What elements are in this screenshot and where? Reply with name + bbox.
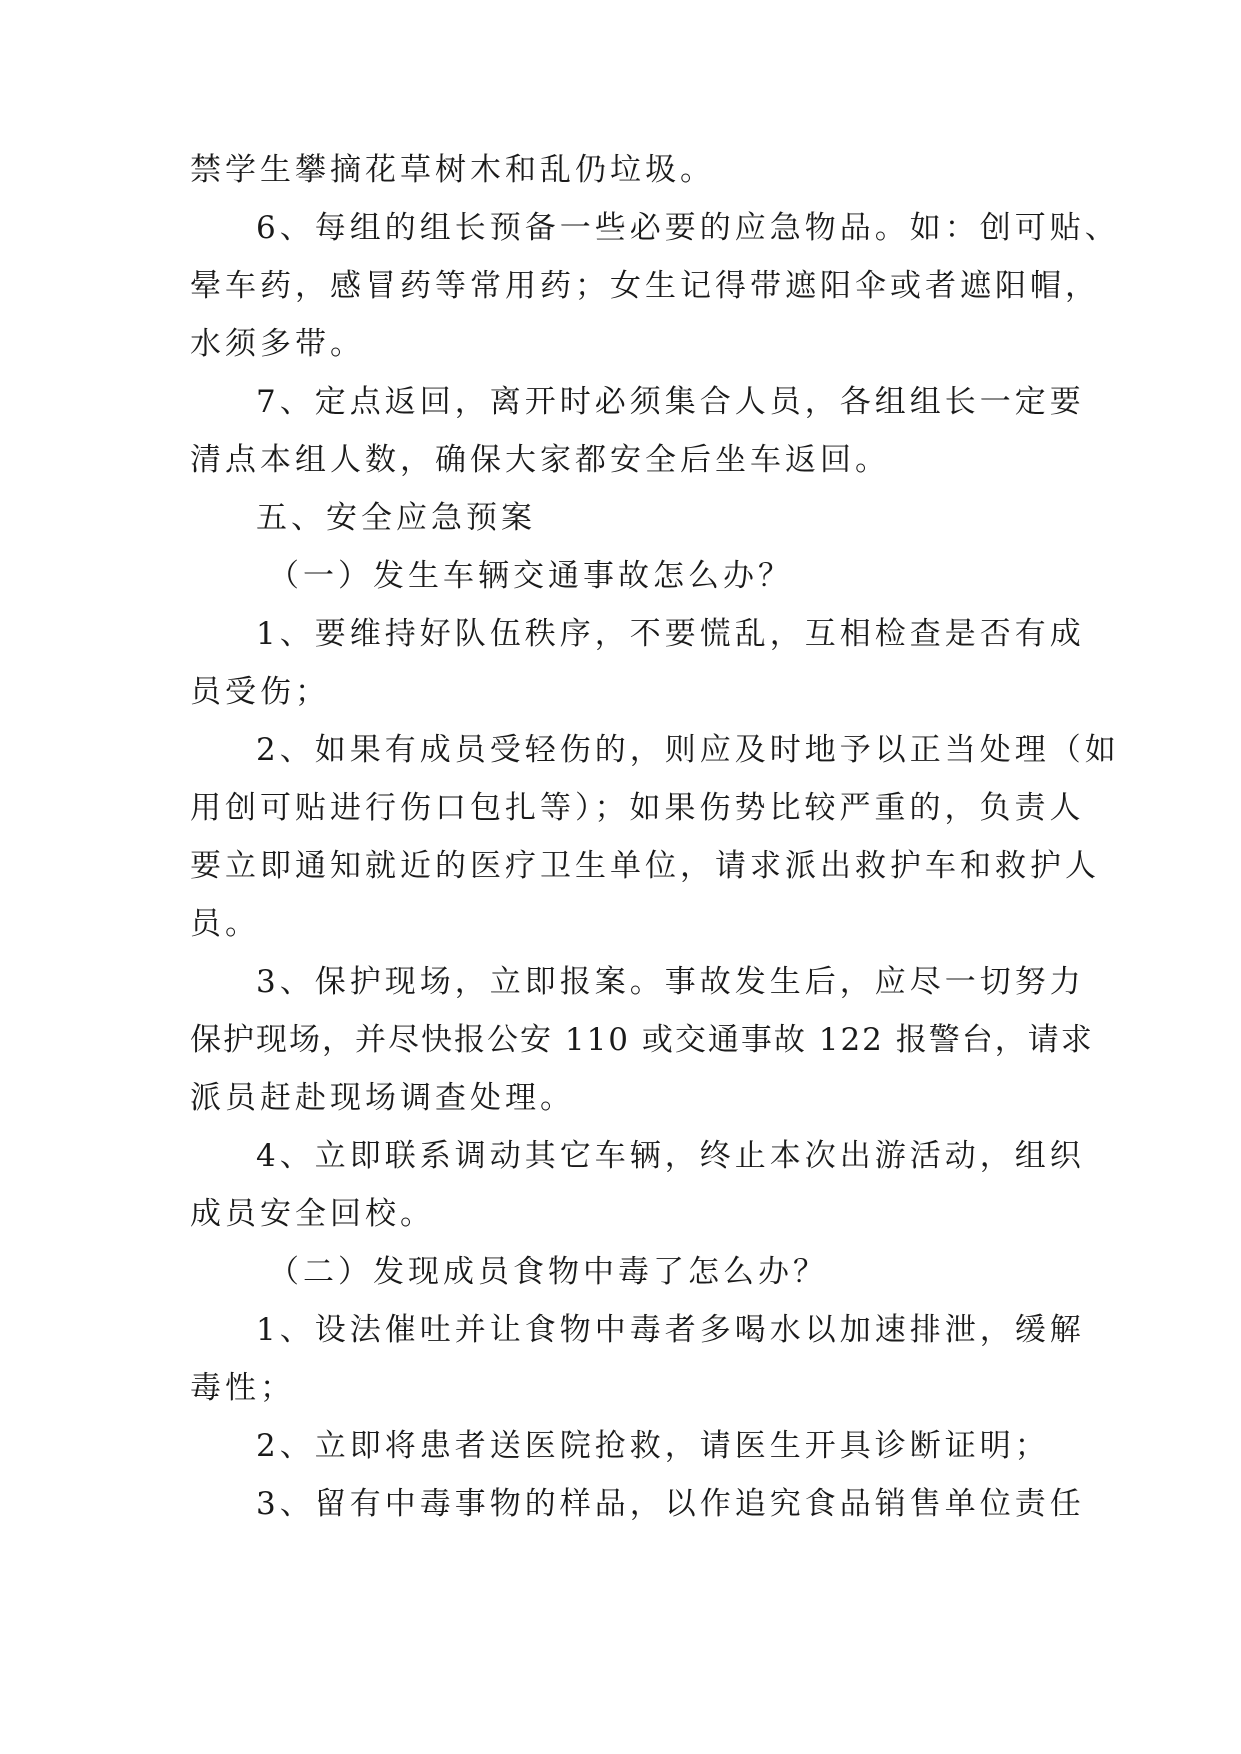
text-line: 保护现场，并尽快报公安 110 或交通事故 122 报警台，请求 <box>190 1022 1094 1058</box>
text-line: 水须多带。 <box>190 326 365 362</box>
text-line: 3、留有中毒事物的样品，以作追究食品销售单位责任 <box>256 1486 1085 1522</box>
text-line: 派员赶赴现场调查处理。 <box>190 1080 575 1116</box>
text-line: 3、保护现场，立即报案。事故发生后，应尽一切努力 <box>256 964 1085 1000</box>
text-line: 成员安全回校。 <box>190 1196 435 1232</box>
text-line: 2、如果有成员受轻伤的，则应及时地予以正当处理（如 <box>256 732 1120 768</box>
subsection-heading: （一）发生车辆交通事故怎么办？ <box>268 558 793 594</box>
text-line: 晕车药，感冒药等常用药；女生记得带遮阳伞或者遮阳帽， <box>190 268 1100 304</box>
text-line: 要立即通知就近的医疗卫生单位，请求派出救护车和救护人 <box>190 848 1100 884</box>
text-line: 清点本组人数，确保大家都安全后坐车返回。 <box>190 442 890 478</box>
text-line: 7、定点返回，离开时必须集合人员，各组组长一定要 <box>256 384 1085 420</box>
section-heading: 五、安全应急预案 <box>256 500 536 536</box>
text-line: 禁学生攀摘花草树木和乱仍垃圾。 <box>190 152 715 188</box>
subsection-heading: （二）发现成员食物中毒了怎么办？ <box>268 1254 828 1290</box>
text-line: 员受伤； <box>190 674 330 710</box>
text-line: 员。 <box>190 906 260 942</box>
text-line: 1、设法催吐并让食物中毒者多喝水以加速排泄，缓解 <box>256 1312 1085 1348</box>
text-line: 4、立即联系调动其它车辆，终止本次出游活动，组织 <box>256 1138 1085 1174</box>
text-line: 2、立即将患者送医院抢救，请医生开具诊断证明； <box>256 1428 1050 1464</box>
text-line: 6、每组的组长预备一些必要的应急物品。如：创可贴、 <box>256 210 1120 246</box>
text-line: 1、要维持好队伍秩序，不要慌乱，互相检查是否有成 <box>256 616 1085 652</box>
text-line: 用创可贴进行伤口包扎等）；如果伤势比较严重的，负责人 <box>190 790 1085 826</box>
text-line: 毒性； <box>190 1370 295 1406</box>
